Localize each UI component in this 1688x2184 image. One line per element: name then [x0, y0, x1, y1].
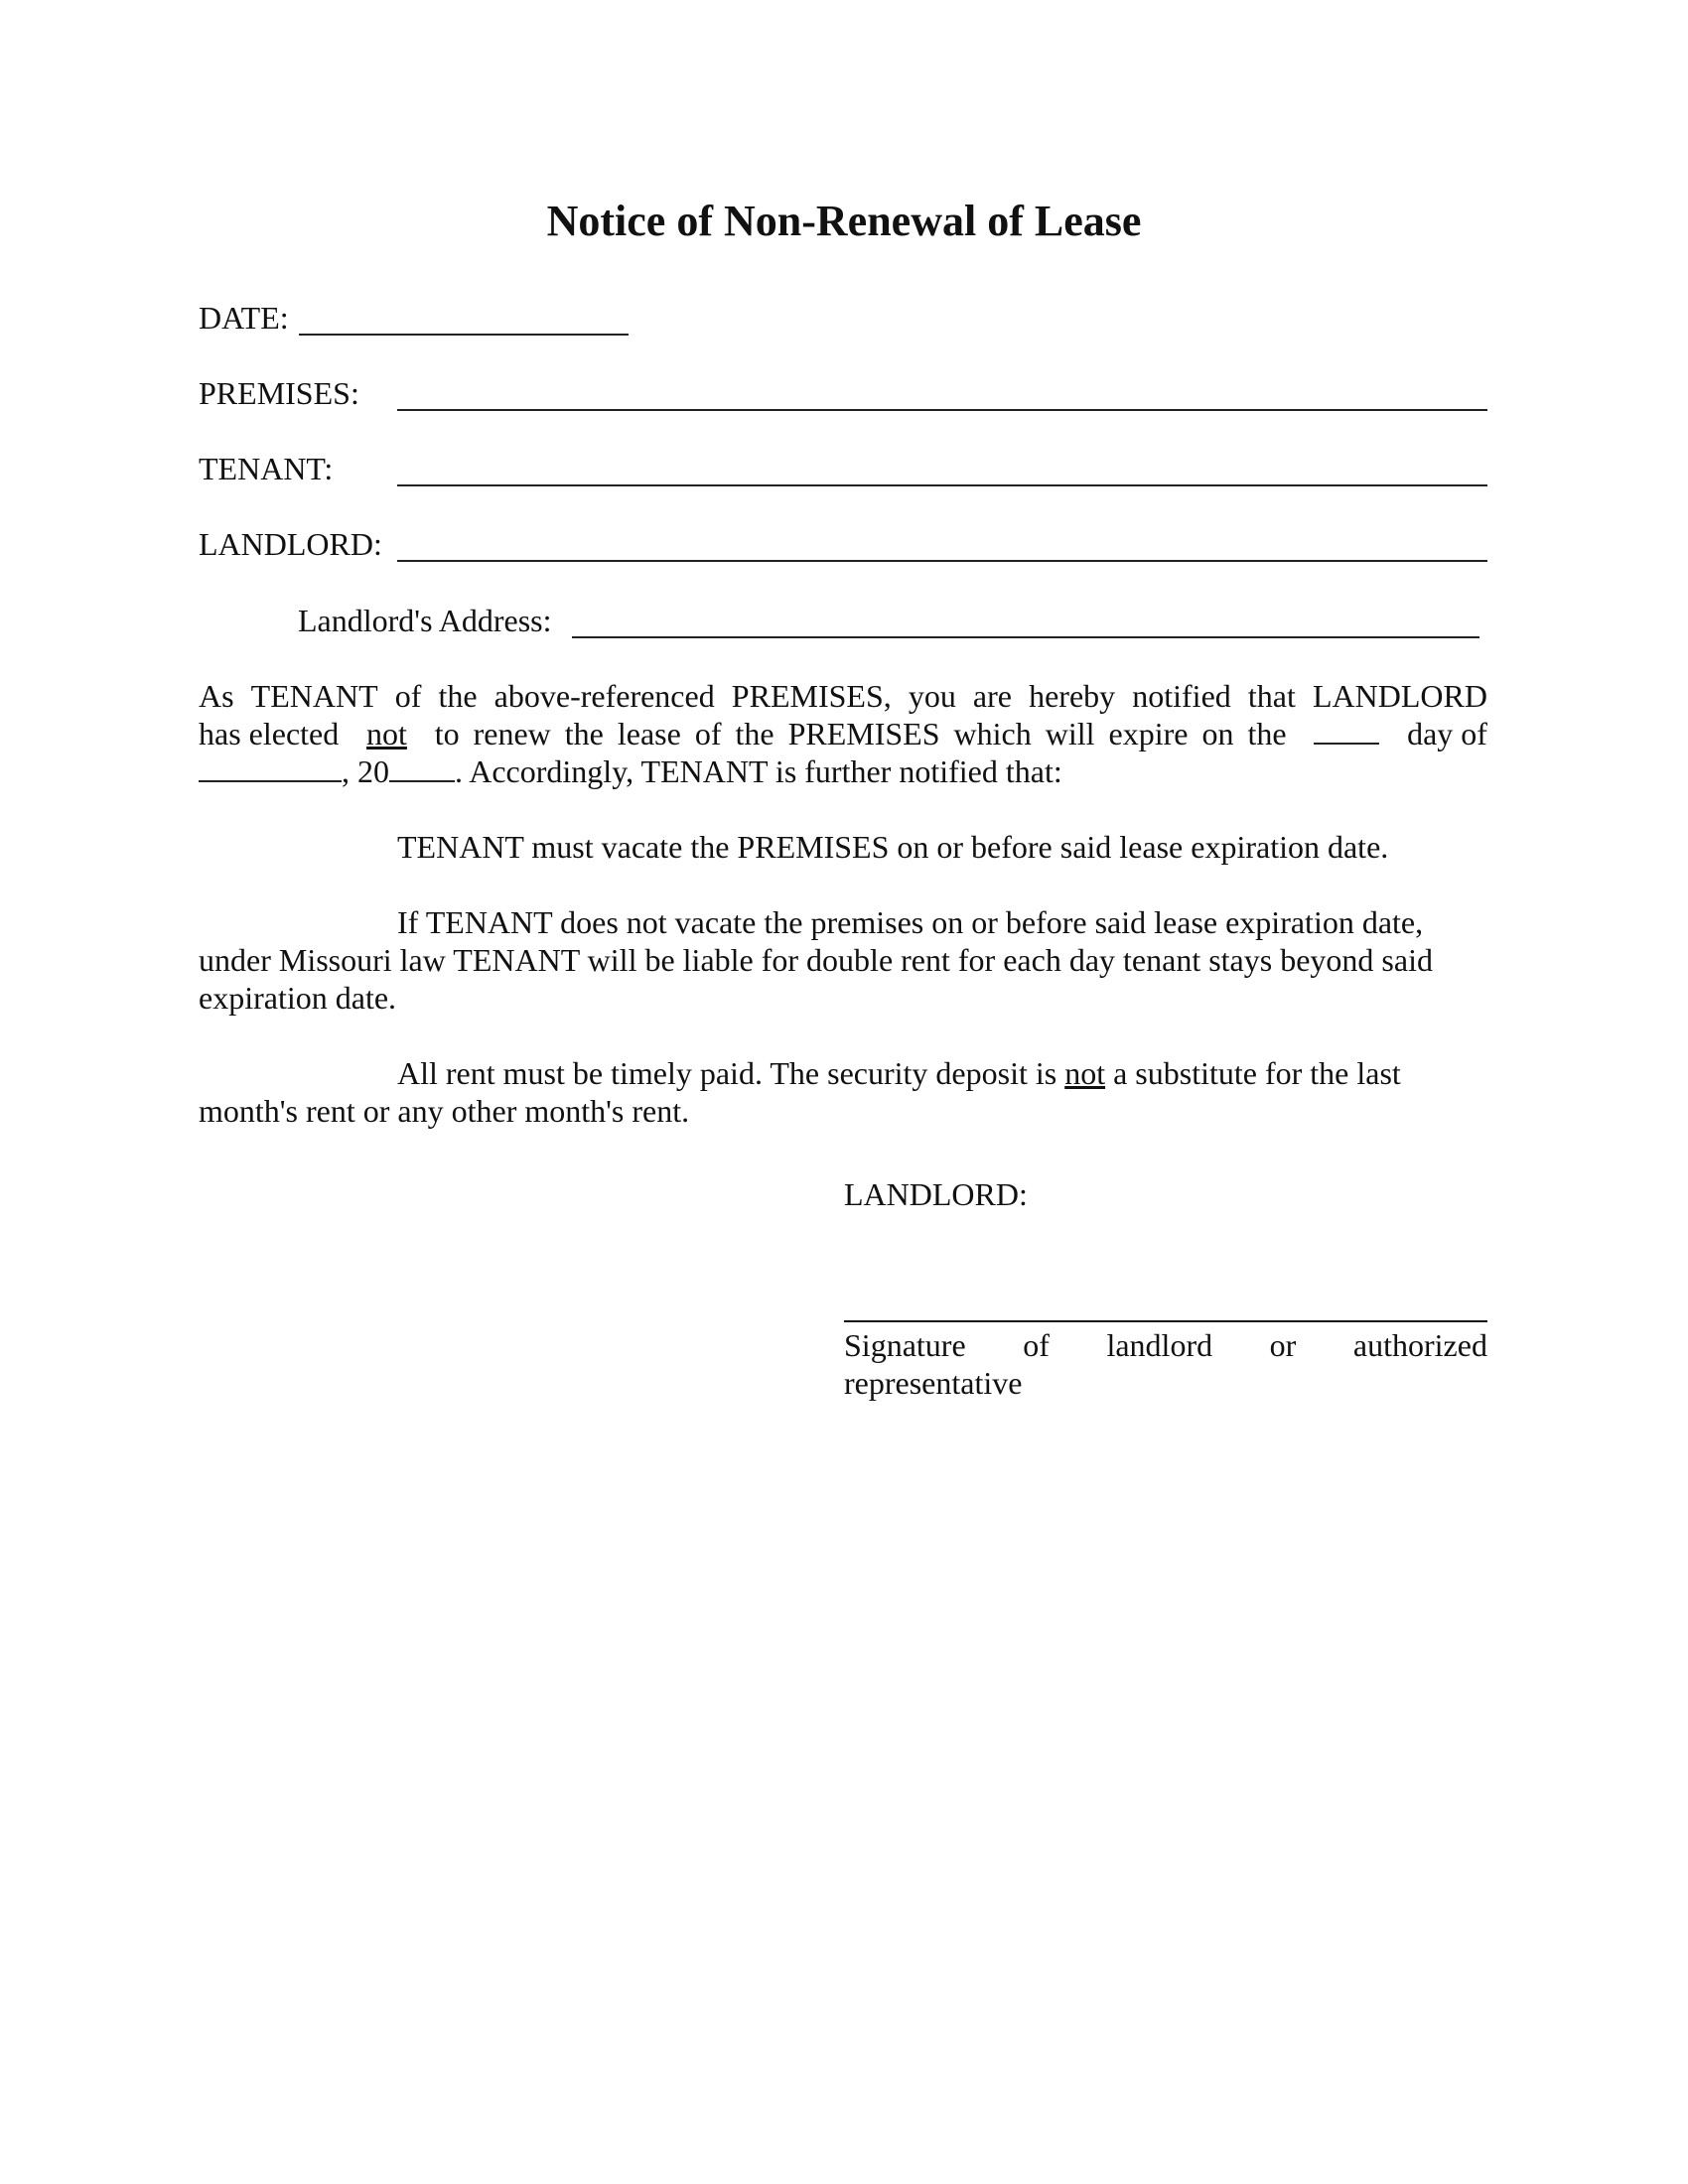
- date-field-line[interactable]: [299, 334, 629, 336]
- notice-p1-line-3: , 20 . Accordingly, TENANT is further notified that:: [199, 752, 1487, 790]
- tenant-label: TENANT:: [199, 451, 334, 486]
- tenant-field-row: [199, 449, 1489, 492]
- landlord-address-label: Landlord's Address:: [298, 603, 552, 638]
- notice-p1-line-1: As TENANT of the above-referenced PREMISES, you are hereby notified that LANDLORD: [199, 678, 1487, 714]
- date-field-row: [199, 298, 635, 341]
- tenant-field-line[interactable]: [397, 484, 1487, 486]
- document-title: Notice of Non-Renewal of Lease: [546, 197, 1142, 245]
- notice-p1-line-2: has elected not to renew the lease of the PREMISES which will expire on the day of: [199, 716, 1487, 751]
- expiry-month-blank[interactable]: [199, 752, 342, 782]
- premises-field-line[interactable]: [397, 409, 1487, 411]
- signature-line[interactable]: [844, 1320, 1487, 1322]
- signature-landlord-label: LANDLORD:: [844, 1176, 1028, 1212]
- expiry-year-blank[interactable]: [389, 752, 455, 782]
- landlord-label: LANDLORD:: [199, 526, 382, 562]
- landlord-field-line[interactable]: [397, 560, 1487, 562]
- notice-p4-line-1: All rent must be timely paid. The security deposit is not a substitute for the last: [397, 1055, 1401, 1091]
- date-label: DATE:: [199, 300, 289, 336]
- premises-field-row: [199, 373, 1489, 417]
- notice-paragraph-3: If TENANT does not vacate the premises on or before said lease expiration date, under Missouri law TENANT will be liable for double rent for each day tenant stays beyond said expiration date.: [199, 904, 1433, 1016]
- notice-paragraph-4: All rent must be timely paid. The security deposit is not a substitute for the last month's rent or any other month's rent.: [199, 1054, 1487, 1130]
- not-emphasis: not: [1064, 1055, 1106, 1091]
- expiry-day-blank[interactable]: [1314, 715, 1379, 745]
- notice-paragraph-1: [199, 677, 1487, 790]
- premises-label: PREMISES:: [199, 375, 359, 411]
- landlord-field-row: [199, 524, 1489, 568]
- landlord-address-field-line[interactable]: [572, 636, 1479, 638]
- notice-paragraph-2: TENANT must vacate the PREMISES on or before said lease expiration date.: [397, 829, 1389, 865]
- not-emphasis: not: [366, 716, 407, 751]
- signature-caption: Signature of landlord or authorized representative: [844, 1327, 1487, 1401]
- landlord-address-field-row: [298, 601, 1489, 644]
